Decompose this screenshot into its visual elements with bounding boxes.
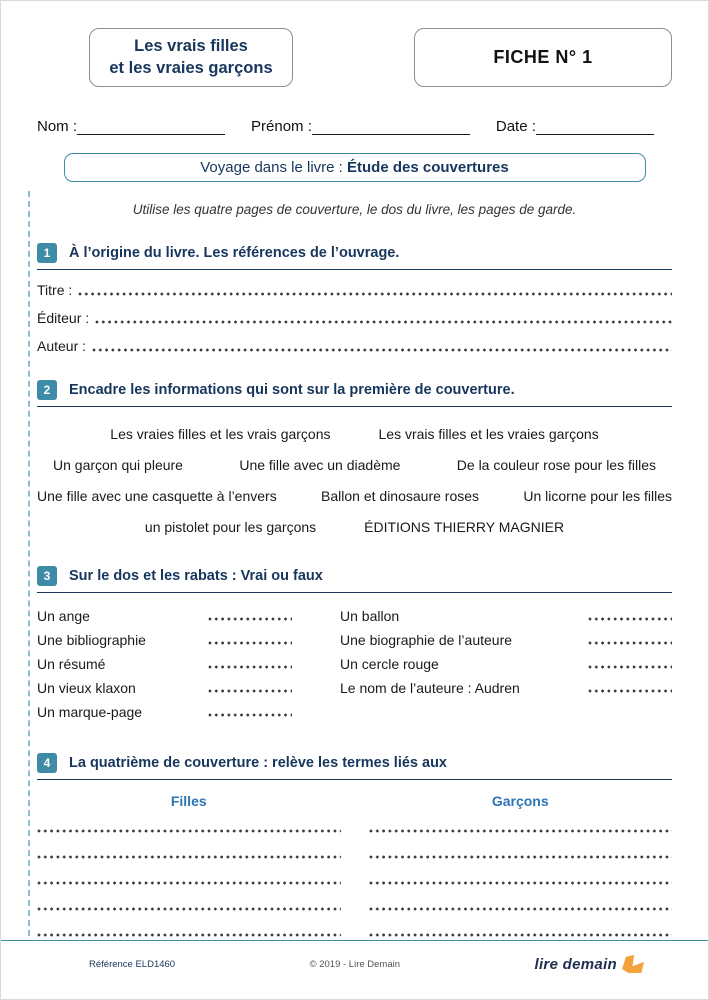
option-item: De la couleur rose pour les filles: [456, 456, 656, 473]
titre-answer-dots: [78, 292, 672, 296]
auteur-label: Auteur :: [37, 337, 87, 354]
vrai-faux-row: [37, 609, 292, 623]
nom-label: Nom :: [37, 117, 78, 135]
book-title-line1: Les vrais filles: [134, 37, 248, 55]
vrai-faux-item-label: Un cercle rouge: [340, 655, 439, 672]
footer: [37, 955, 672, 973]
filles-column-header: Filles: [170, 792, 207, 809]
footer-divider-line: [1, 940, 708, 941]
vrai-faux-right-column: [340, 599, 672, 719]
section-2-header: [37, 380, 672, 407]
answer-dots: [37, 829, 341, 833]
vrai-faux-row: [340, 633, 672, 647]
instruction-text: Utilise les quatre pages de couverture, le dos du livre, les pages de garde.: [132, 201, 577, 217]
section-2-title: Encadre les informations qui sont sur la première de couverture.: [69, 381, 515, 398]
answer-dots: [588, 689, 672, 693]
section-2: [37, 380, 672, 536]
copyright-text: © 2019 - Lire Demain: [309, 958, 401, 970]
vrai-faux-item-label: Le nom de l’auteure : Audren: [340, 679, 520, 696]
editeur-answer-dots: [95, 320, 672, 324]
answer-dots: [37, 907, 341, 911]
book-title-line2: et les vraies garçons: [109, 59, 273, 78]
section-3-number-badge: 3: [37, 566, 57, 586]
chapter-banner: [64, 153, 646, 182]
answer-dots: [588, 617, 672, 621]
answer-dots: [37, 855, 341, 859]
vrai-faux-row: [340, 609, 672, 623]
options-row-3: [37, 488, 672, 505]
option-item: Une fille avec un diadème: [239, 456, 401, 473]
vrai-faux-item-label: Un résumé: [37, 655, 106, 672]
option-item: Les vrais filles et les vraies garçons: [378, 425, 599, 442]
vrai-faux-left-column: [37, 599, 292, 719]
vrai-faux-row: [340, 657, 672, 671]
answer-dots: [208, 689, 292, 693]
answer-row: [37, 855, 672, 861]
vrai-faux-item-label: Une biographie de l’auteure: [340, 631, 513, 648]
section-3-title: Sur le dos et les rabats : Vrai ou faux: [69, 567, 323, 584]
reference-code: Référence ELD1460: [89, 958, 176, 970]
section-4-title: La quatrième de couverture : relève les termes liés aux: [69, 754, 447, 771]
vrai-faux-item-label: Un ange: [37, 607, 90, 624]
answer-dots: [37, 933, 341, 937]
section-4-number-badge: 4: [37, 753, 57, 773]
section-1: [37, 243, 672, 354]
answer-dots: [37, 881, 341, 885]
banner-regular-text: Voyage dans le livre :: [200, 158, 348, 176]
options-row-4: [37, 519, 672, 536]
auteur-answer-dots: [92, 348, 672, 352]
logo-text: lire demain: [534, 955, 617, 973]
answer-dots: [369, 829, 673, 833]
vrai-faux-row: [37, 633, 292, 647]
option-item: Une fille avec une casquette à l’envers: [37, 487, 277, 504]
left-dashed-guide-line: [28, 191, 30, 936]
answer-dots: [369, 907, 673, 911]
vrai-faux-row: [37, 705, 292, 719]
answer-dots: [208, 641, 292, 645]
section-3: [37, 566, 672, 719]
garcons-column-header: Garçons: [491, 792, 549, 809]
section-4: [37, 753, 672, 939]
editeur-label: Éditeur :: [37, 309, 90, 326]
section-1-title: À l’origine du livre. Les références de l’ouvrage.: [69, 244, 400, 261]
answer-row: [37, 829, 672, 835]
section-4-answer-grid: [37, 829, 672, 939]
vrai-faux-item-label: Un vieux klaxon: [37, 679, 136, 696]
answer-dots: [208, 665, 292, 669]
book-title-box: [89, 28, 293, 87]
vrai-faux-row: [37, 657, 292, 671]
auteur-field-row: [37, 339, 672, 354]
lire-demain-logo: [535, 955, 645, 973]
header-row: [37, 1, 672, 87]
vrai-faux-item-label: Un marque-page: [37, 703, 143, 720]
book-icon: [622, 955, 644, 973]
titre-label: Titre :: [37, 281, 73, 298]
option-item: un pistolet pour les garçons: [144, 518, 317, 535]
vrai-faux-item-label: Une bibliographie: [37, 631, 146, 648]
section-4-column-headers: [37, 793, 672, 809]
vrai-faux-row: [37, 681, 292, 695]
answer-dots: [369, 855, 673, 859]
section-1-header: [37, 243, 672, 270]
section-4-header: [37, 753, 672, 780]
answer-row: [37, 881, 672, 887]
editeur-field-row: [37, 311, 672, 326]
answer-dots: [588, 665, 672, 669]
vrai-faux-columns: [37, 599, 672, 719]
date-label: Date :: [495, 117, 536, 135]
answer-dots: [369, 881, 673, 885]
page-container: [1, 1, 708, 999]
fiche-number-box: [414, 28, 672, 87]
titre-field-row: [37, 283, 672, 298]
option-item: Ballon et dinosaure roses: [321, 487, 480, 504]
section-1-number-badge: 1: [37, 243, 57, 263]
answer-dots: [208, 713, 292, 717]
vrai-faux-row: [340, 681, 672, 695]
section-2-number-badge: 2: [37, 380, 57, 400]
prenom-blank-line: [312, 119, 470, 135]
answer-dots: [208, 617, 292, 621]
option-item: Les vraies filles et les vrais garçons: [110, 425, 331, 442]
vrai-faux-item-label: Un ballon: [340, 607, 400, 624]
date-blank-line: [536, 119, 654, 135]
identity-row: [37, 119, 672, 135]
answer-row: [37, 907, 672, 913]
options-row-2: [37, 457, 672, 474]
option-item: Un licorne pour les filles: [523, 487, 672, 504]
prenom-label: Prénom :: [251, 117, 312, 135]
section-3-header: [37, 566, 672, 593]
answer-dots: [588, 641, 672, 645]
banner-bold-text: Étude des couvertures: [347, 158, 509, 176]
option-item: ÉDITIONS THIERRY MAGNIER: [364, 518, 565, 535]
answer-row: [37, 933, 672, 939]
fiche-label: FICHE N° 1: [493, 46, 593, 67]
options-row-1: [37, 426, 672, 443]
option-item: Un garçon qui pleure: [53, 456, 183, 473]
answer-dots: [369, 933, 673, 937]
nom-blank-line: [77, 119, 225, 135]
